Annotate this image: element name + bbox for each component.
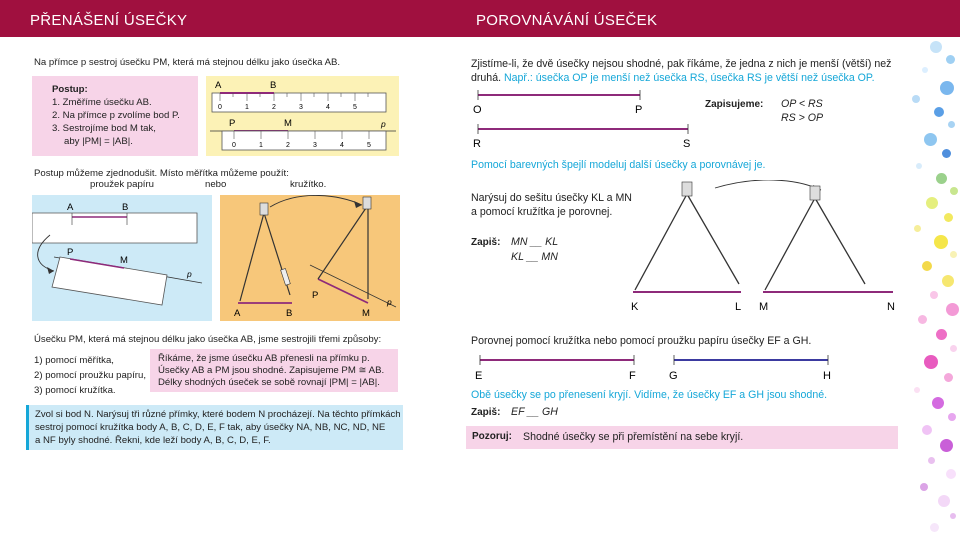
task-line-2: sestroj pomocí kružítka body A, B, C, D, E, F tak, aby úsečky NA, NB, NC, ND, NE (35, 422, 386, 433)
ruler1-tick-5: 5 (353, 104, 357, 111)
rulers-illustration (206, 76, 399, 156)
ruler2-tick-4: 4 (340, 142, 344, 149)
write-label: Zapisujeme: (705, 99, 764, 110)
compare-text: Porovnej pomocí kružítka nebo pomocí proužku papíru úsečky EF a GH. (471, 335, 812, 347)
ruler-2 (222, 131, 386, 150)
compass-segment-pm (318, 279, 368, 303)
strip-label-b: B (122, 202, 129, 213)
left-intro: Na přímce p sestroj úsečku PM, která má stejnou délku jako úsečka AB. (34, 57, 341, 68)
ruler2-label-p: P (229, 118, 236, 129)
right-intro-example: Např.: úsečka OP je menší než úsečka RS, úsečka RS je větší než úsečka OP. (504, 72, 875, 84)
method-1: 1) pomocí měřítka, (34, 355, 114, 366)
compass-mn-leg-left (765, 198, 815, 290)
option-compass: kružítko. (290, 179, 327, 190)
task-line-3: a NF byly shodné. Řekni, kde leží body A, B, C, D, E, F. (35, 435, 271, 446)
write-relation-1: OP < RS (781, 98, 823, 110)
ruler1-label-a: A (215, 80, 222, 91)
decorative-dots (900, 37, 960, 540)
right-intro-line-2 (471, 71, 875, 85)
procedure-step-3: 3. Sestrojíme bod M tak, (52, 123, 156, 134)
observe-label: Pozoruj: (472, 431, 512, 442)
compass-kl-leg-right (687, 194, 739, 284)
note-box (150, 349, 398, 392)
label-m: M (759, 301, 769, 313)
option-strip: proužek papíru (90, 179, 154, 190)
ruler1-tick-4: 4 (326, 104, 330, 111)
zapis-relation-2: KL __ MN (511, 251, 558, 263)
strip-label-p: P (67, 247, 74, 258)
draw-line-2: a pomocí kružítka je porovnej. (471, 206, 613, 218)
segments-op-rs (468, 86, 908, 152)
ruler2-label-m: M (284, 118, 292, 129)
label-g: G (669, 370, 678, 382)
zapis2-label: Zapiš: (471, 407, 501, 418)
label-r: R (473, 138, 481, 150)
strip-label-m: M (120, 255, 128, 266)
compass-illustration (220, 195, 400, 321)
ruler2-tick-0: 0 (232, 142, 236, 149)
observe-box (466, 426, 898, 449)
compass2-leg-left (318, 205, 368, 279)
ruler1-tick-0: 0 (218, 104, 222, 111)
compass-label-b: B (286, 308, 293, 319)
segments-ef-gh (470, 352, 840, 384)
ruler2-label-line-p: p (381, 119, 386, 129)
ruler1-tick-1: 1 (245, 104, 249, 111)
draw-line-1: Narýsuj do sešitu úsečky KL a MN (471, 192, 632, 204)
right-title: POROVNÁVÁNÍ ÚSEČEK (476, 12, 658, 29)
label-e: E (475, 370, 483, 382)
compass-kl-arrow (715, 180, 821, 190)
simplify-text: Postup můžeme zjednodušit. Místo měřítka můžeme použít: (34, 168, 289, 179)
compass-label-m: M (362, 308, 370, 319)
compass-label-line-p: p (387, 297, 392, 307)
summary-text: Úsečku PM, která má stejnou délku jako úsečka AB, jsme sestrojili třemi způsoby: (34, 334, 382, 345)
compass-kl-mn-illustration (625, 180, 905, 315)
compass-panel (220, 195, 400, 321)
procedure-step-2: 2. Na přímce p zvolíme bod P. (52, 110, 180, 121)
ruler2-tick-5: 5 (367, 142, 371, 149)
note-line-2: Úsečky AB a PM jsou shodné. Zapisujeme PM ≅ AB. (158, 365, 385, 376)
method-3: 3) pomocí kružítka. (34, 385, 116, 396)
option-or: nebo (205, 179, 227, 190)
zapis-label: Zapiš: (471, 237, 501, 248)
ruler2-tick-3: 3 (313, 142, 317, 149)
write-relation-2: RS > OP (781, 112, 824, 124)
paper-strip-illustration (32, 195, 212, 321)
left-title: PŘENÁŠENÍ ÚSEČKY (30, 12, 188, 29)
compass-label-a: A (234, 308, 241, 319)
zapis2-relation: EF __ GH (511, 406, 558, 418)
right-intro-start: druhá. (471, 72, 502, 84)
zapis-relation-1: MN __ KL (511, 236, 559, 248)
method-2: 2) pomocí proužku papíru, (34, 370, 146, 381)
label-f: F (629, 370, 636, 382)
label-o: O (473, 104, 482, 116)
strip-label-a: A (67, 202, 74, 213)
label-l: L (735, 301, 742, 313)
label-p: P (635, 104, 643, 116)
ruler2-tick-1: 1 (259, 142, 263, 149)
compass1-leg-left (240, 213, 264, 301)
ruler1-tick-3: 3 (299, 104, 303, 111)
task-line-1: Zvol si bod N. Narýsuj tři různé přímky, které bodem N procházejí. Na těchto přímkách (35, 409, 401, 420)
paper-strip-panel (32, 195, 212, 321)
label-n: N (887, 301, 895, 313)
right-intro-line-1: Zjistíme-li, že dvě úsečky nejsou shodné, pak říkáme, že jedna z nich je menší (větší) než (471, 58, 892, 70)
procedure-step-1: 1. Změříme úsečku AB. (52, 97, 152, 108)
observe-text: Shodné úsečky se při přemístění na sebe kryjí. (523, 431, 744, 443)
strip-label-line-p: p (187, 269, 192, 279)
header-bar (0, 0, 960, 37)
ruler1-label-b: B (270, 80, 277, 91)
procedure-step-4: aby |PM| = |AB|. (64, 136, 133, 147)
label-k: K (631, 301, 639, 313)
compass-label-p: P (312, 290, 319, 301)
label-s: S (683, 138, 691, 150)
label-h: H (823, 370, 831, 382)
compass-arrow (270, 195, 362, 207)
strip-bottom (52, 257, 167, 305)
ruler2-tick-2: 2 (286, 142, 290, 149)
note-line-3: Délky shodných úseček se sobě rovnají |PM| = |AB|. (158, 377, 380, 388)
rulers-panel (206, 76, 399, 156)
procedure-box (32, 76, 198, 156)
overlap-text: Obě úsečky se po přenesení kryjí. Vidíme, že úsečky EF a GH jsou shodné. (471, 389, 828, 401)
straws-text: Pomocí barevných špejlí modeluj další úsečky a porovnávej je. (471, 159, 766, 171)
note-line-1: Říkáme, že jsme úsečku AB přenesli na přímku p. (158, 353, 370, 364)
task-box (26, 405, 403, 450)
ruler1-tick-2: 2 (272, 104, 276, 111)
compass-kl-leg-left (635, 194, 687, 290)
procedure-title: Postup: (52, 84, 88, 95)
compass-mn-leg-right (815, 198, 865, 284)
